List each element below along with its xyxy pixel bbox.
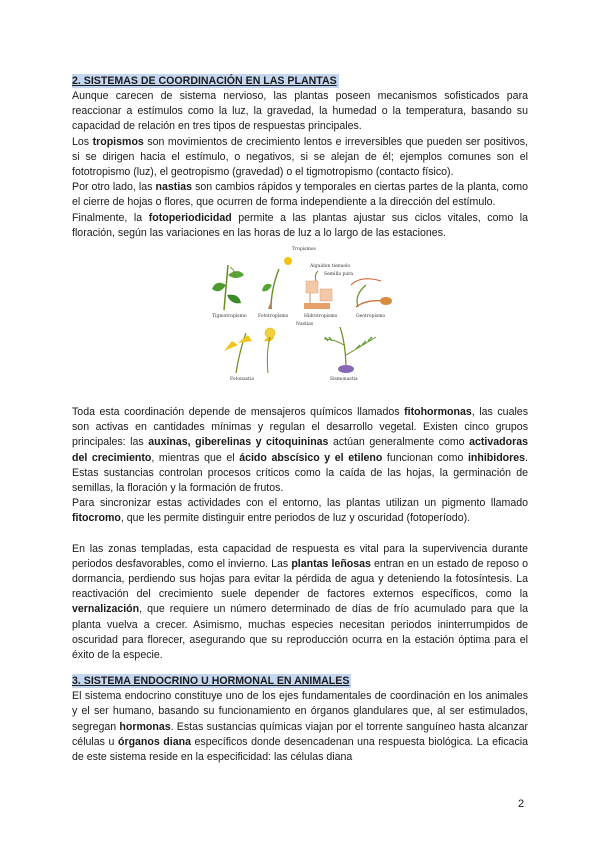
spacer: [72, 663, 528, 671]
term-vernalizacion: vernalización: [72, 603, 140, 616]
figure-label-agujero: Alguidon tienaolo: [310, 264, 351, 270]
term-acido: ácido abscísico y el etileno: [239, 451, 383, 464]
term-inhibidores: inhibidores: [467, 451, 526, 464]
text: específicos donde desencadenan una respuesta biológica. La eficacia de este sistema reside en la especificidad: las células diana: [72, 735, 528, 764]
text: actúan generalmente como: [328, 436, 470, 449]
plant-responses-figure: [206, 245, 426, 385]
term-activadoras: activadoras del crecimiento: [72, 436, 528, 464]
text: son cambios rápidos y temporales en ciertas partes de la planta, como el cierre de hojas o flores, que ocurren de forma independiente a la dirección del estímulo.: [72, 181, 528, 209]
plant-illustration: [206, 245, 426, 385]
figure-label-nastias: Nastias: [296, 322, 314, 328]
text: , que requiere un número determinado de días de frío acumulado para que la planta vuelva a crecer. Asimismo, muchas especies necesitan periodos ininterrumpidos de oscuridad para florecer, asegurando que su reproducción ocurra en la estación óptima para el éxito de la especie.: [72, 603, 528, 662]
paragraph-fitohormonas: [72, 405, 528, 496]
figure-label-geo: Geotropismo: [356, 314, 386, 320]
term-fotoperiodicidad: fotoperiodicidad: [148, 211, 232, 224]
photonasty-drawing: [224, 328, 275, 373]
hydrotropism-drawing: [304, 263, 353, 309]
text: El sistema endocrino constituye uno de los ejes fundamentales de coordinación en los animales y el ser humano, basando su funcionamiento en órganos glandulares que, al ser estimulados, segregan: [72, 690, 528, 733]
text: Finalmente, la: [72, 211, 149, 224]
paragraph-zonas-templadas: [72, 542, 528, 664]
document-page: [72, 71, 528, 765]
text: . Estas sustancias controlan procesos críticos como la caída de las hojas, la germinación de semillas, la floración y la formación de frutos.: [72, 451, 528, 495]
term-nastias: nastias: [155, 181, 193, 194]
geotropism-drawing: [351, 279, 392, 307]
text: , mientras que el: [151, 451, 240, 464]
text: Aunque carecen de sistema nervioso, las plantas poseen mecanismos sofisticados para reaccionar a estímulos como la luz, la gravedad, la humedad o la temperatura, basando su capacidad de relación en tres tipos de respuestas principales.: [72, 90, 528, 133]
text: . Estas sustancias químicas viajan por el torrente sanguíneo hasta alcanzar células u: [72, 720, 528, 748]
paragraph-nastias: [72, 180, 528, 210]
term-tropismos: tropismos: [92, 135, 144, 148]
page-number: 2: [518, 798, 525, 810]
term-hormonas: hormonas: [119, 720, 171, 733]
paragraph-fitocromo: [72, 496, 528, 526]
text: Por otro lado, las: [72, 181, 156, 194]
text: Los: [72, 135, 93, 148]
text: Para sincronizar estas actividades con el entorno, las plantas utilizan un pigmento llamado: [72, 497, 528, 510]
text: funcionan como: [382, 451, 468, 464]
term-fitocromo: fitocromo: [72, 512, 121, 525]
paragraph-intro: [72, 89, 528, 135]
section-heading-plants: 2. SISTEMAS DE COORDINACIÓN EN LAS PLANTAS: [72, 75, 337, 87]
seismonasty-drawing: [324, 327, 376, 373]
text: , las cuales son activas en cantidades mínimas y regulan el desarrollo vegetal. Existen cinco grupos principales: las: [72, 406, 529, 449]
figure-label-semilla: Semilla pura: [324, 272, 354, 278]
phototropism-drawing: [262, 257, 292, 309]
text: , que les permite distinguir entre periodos de luz y oscuridad (fotoperíodo).: [120, 512, 471, 525]
section-heading-endocrine: 3. SISTEMA ENDOCRINO U HORMONAL EN ANIMALES: [72, 675, 350, 688]
paragraph-endocrino: [72, 689, 528, 765]
figure-label-tigmo: Tigmotropismo: [212, 314, 247, 320]
figure-label-fotonastia: Fotonastia: [230, 377, 254, 383]
term-auxinas: auxinas, giberelinas y citoquininas: [148, 436, 329, 449]
text: son movimientos de crecimiento lentos e irreversibles que pueden ser positivos, si se dirigen hacia el estímulo, o negativos, si se alejan de él; ejemplos comunes son el fototropismo (luz), el geotropismo (gravedad) o el tigmotropismo (contacto físico).: [72, 135, 528, 179]
term-plantas-lenosas: plantas leñosas: [291, 557, 371, 570]
term-organos-diana: órganos diana: [117, 735, 191, 748]
figure-label-sismonastia: Sismonastia: [330, 377, 358, 383]
term-fitohormonas: fitohormonas: [404, 406, 472, 419]
figure-label-foto: Fototropismo: [258, 314, 289, 320]
paragraph-fotoperiodicidad: [72, 211, 528, 241]
tigmotropism-drawing: [212, 265, 244, 310]
text: permite a las plantas ajustar sus ciclos vitales, como la floración, según las variaciones en las horas de luz a lo largo de las estaciones.: [72, 211, 529, 239]
text: En las zonas templadas, esta capacidad de respuesta es vital para la supervivencia durante periodos desfavorables, como el invierno. Las: [72, 542, 528, 570]
figure-label-tropismos: Tropismos: [292, 247, 316, 253]
figure-label-hidro: Hidrotropismo: [304, 314, 338, 320]
paragraph-tropismos: [72, 135, 528, 181]
text: entran en un estado de reposo o dormancia, perdiendo sus hojas para evitar la pérdida de agua y deteniendo la fotosíntesis. La reactivación del crecimiento suele depender de factores externos específicos, como la: [72, 557, 528, 601]
text: Toda esta coordinación depende de mensajeros químicos llamados: [72, 406, 405, 419]
spacer: [72, 527, 528, 542]
